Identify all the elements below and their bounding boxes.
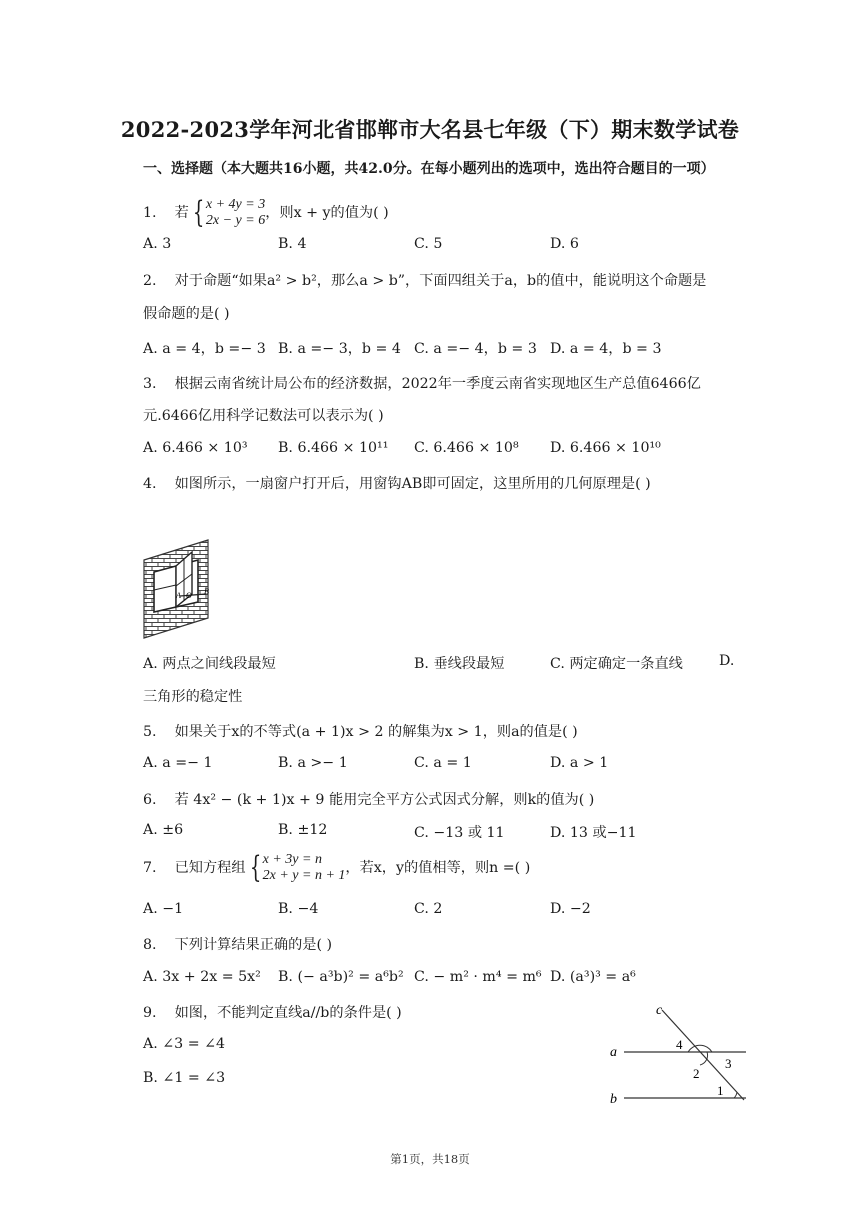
- option-b[interactable]: B. a >− 1: [278, 755, 348, 771]
- question-text: 若: [174, 205, 189, 221]
- option-a[interactable]: A. 两点之间线段最短: [143, 656, 276, 672]
- question-4: [143, 473, 651, 493]
- option-b[interactable]: B. ∠1 = ∠3: [143, 1070, 226, 1086]
- question-1: [143, 197, 389, 229]
- option-c[interactable]: C. 2: [414, 901, 443, 917]
- label-b: b: [610, 1092, 617, 1107]
- question-number: 4.: [143, 476, 157, 492]
- equation-system: { x + 3y = n 2x + y = n + 1: [249, 850, 346, 885]
- option-d-text: 三角形的稳定性: [143, 689, 243, 705]
- option-d[interactable]: D. 6: [550, 236, 579, 252]
- label-c: c: [656, 1003, 663, 1018]
- exam-title: 2022-2023学年河北省邯郸市大名县七年级（下）期末数学试卷: [120, 117, 740, 142]
- question-text: 对于命题“如果a² > b²，那么a > b”，下面四组关于a，b的值中，能说明这个命题是: [174, 273, 707, 289]
- question-text-cont: 假命题的是( ): [143, 306, 230, 322]
- option-d[interactable]: D. a > 1: [550, 755, 609, 771]
- option-d[interactable]: D. −2: [550, 901, 591, 917]
- question-number: 9.: [143, 1005, 157, 1021]
- option-c[interactable]: C. 两定确定一条直线: [550, 656, 683, 672]
- option-a[interactable]: A. ∠3 = ∠4: [143, 1036, 226, 1052]
- question-2: [143, 270, 706, 290]
- question-text: ，若x，y的值相等，则n =( ): [345, 860, 531, 876]
- option-a[interactable]: A. −1: [143, 901, 184, 917]
- question-number: 7.: [143, 860, 157, 876]
- option-c[interactable]: C. a =− 4，b = 3: [414, 341, 537, 357]
- question-text: 下列计算结果正确的是( ): [174, 937, 333, 953]
- option-b[interactable]: B. 6.466 × 10¹¹: [278, 440, 389, 456]
- option-a[interactable]: A. 3: [143, 236, 172, 252]
- option-a[interactable]: A. ±6: [143, 822, 184, 838]
- option-c[interactable]: C. 6.466 × 10⁸: [414, 440, 519, 456]
- option-d[interactable]: D. 6.466 × 10¹⁰: [550, 440, 661, 456]
- equation-1: x + 3y = n: [262, 852, 322, 867]
- question-9: [143, 1002, 402, 1022]
- question-number: 1.: [143, 205, 157, 221]
- equation-1: x + 4y = 3: [205, 197, 266, 212]
- option-b[interactable]: B. 4: [278, 236, 307, 252]
- question-6: [143, 789, 594, 809]
- question-text-cont: 元.6466亿用科学记数法可以表示为( ): [143, 408, 384, 424]
- angle-2-label: 2: [693, 1066, 700, 1081]
- option-c[interactable]: C. −13 或 11: [414, 825, 505, 841]
- angle-arc: [734, 1092, 737, 1098]
- equation-2: 2x − y = 6: [205, 213, 266, 228]
- option-c[interactable]: C. 5: [414, 236, 443, 252]
- option-b[interactable]: B. ±12: [278, 822, 328, 838]
- page-footer: 第1页，共18页: [390, 1152, 470, 1166]
- question-number: 5.: [143, 724, 157, 740]
- question-number: 2.: [143, 273, 157, 289]
- question-3: [143, 373, 701, 393]
- option-a[interactable]: A. a = 4，b =− 3: [143, 341, 266, 357]
- question-text: 如图所示，一扇窗户打开后，用窗钩AB即可固定，这里所用的几何原理是( ): [174, 476, 651, 492]
- line-c: [662, 1010, 744, 1100]
- question-8: [143, 934, 332, 954]
- question-text: 如图，不能判定直线a//b的条件是( ): [174, 1005, 402, 1021]
- label-a: a: [610, 1045, 617, 1060]
- option-d[interactable]: D. a = 4，b = 3: [550, 341, 662, 357]
- label-o: O: [186, 591, 192, 600]
- angle-4-label: 4: [676, 1037, 683, 1052]
- option-d[interactable]: D.: [719, 653, 735, 669]
- window-figure: [140, 538, 214, 640]
- option-b[interactable]: B. 垂线段最短: [414, 656, 505, 672]
- question-text: 若 4x² − (k + 1)x + 9 能用完全平方公式因式分解，则k的值为( ): [174, 792, 595, 808]
- option-c[interactable]: C. a = 1: [414, 755, 472, 771]
- label-b: B: [204, 587, 209, 596]
- equation-2: 2x + y = n + 1: [262, 868, 346, 883]
- option-d[interactable]: D. 13 或−11: [550, 825, 637, 841]
- section-heading: 一、选择题（本大题共16小题，共42.0分。在每小题列出的选项中，选出符合题目的一项）: [143, 161, 715, 177]
- option-a[interactable]: A. 3x + 2x = 5x²: [143, 969, 261, 985]
- parallel-lines-figure: [604, 1002, 754, 1108]
- question-text: 如果关于x的不等式(a + 1)x > 2 的解集为x > 1，则a的值是( ): [174, 724, 578, 740]
- angle-1-label: 1: [717, 1083, 724, 1098]
- question-text: 根据云南省统计局公布的经济数据，2022年一季度云南省实现地区生产总值6466亿: [174, 376, 701, 392]
- option-b[interactable]: B. −4: [278, 901, 319, 917]
- question-7: [143, 852, 530, 884]
- question-number: 6.: [143, 792, 157, 808]
- question-5: [143, 721, 578, 741]
- option-b[interactable]: B. (− a³b)² = a⁶b²: [278, 969, 404, 985]
- option-b[interactable]: B. a =− 3，b = 4: [278, 341, 401, 357]
- label-a: A: [176, 591, 181, 600]
- option-a[interactable]: A. a =− 1: [143, 755, 213, 771]
- equation-system: { x + 4y = 3 2x − y = 6: [192, 195, 266, 230]
- option-a[interactable]: A. 6.466 × 10³: [143, 440, 248, 456]
- question-number: 3.: [143, 376, 157, 392]
- option-d[interactable]: D. (a³)³ = a⁶: [550, 969, 636, 985]
- question-number: 8.: [143, 937, 157, 953]
- option-c[interactable]: C. − m² · m⁴ = m⁶: [414, 969, 542, 985]
- angle-3-label: 3: [725, 1056, 732, 1071]
- question-text: ，则x + y的值为( ): [265, 205, 389, 221]
- question-text: 已知方程组: [174, 860, 246, 876]
